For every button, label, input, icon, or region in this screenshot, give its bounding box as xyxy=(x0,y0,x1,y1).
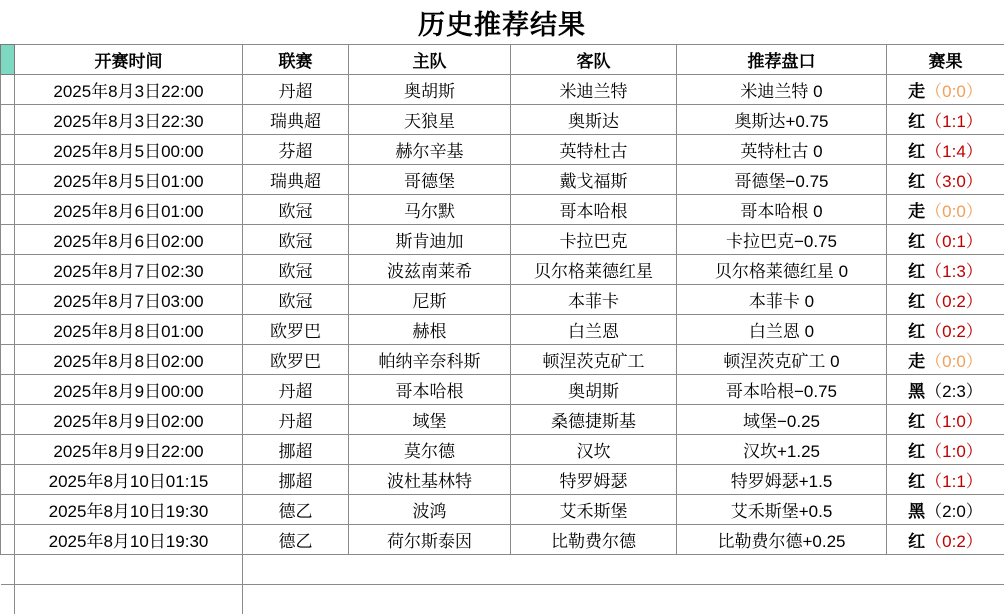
cell-away-team: 白兰恩 xyxy=(511,315,677,345)
result-label: 红 xyxy=(908,472,925,491)
cell-time: 2025年8月7日02:30 xyxy=(15,255,243,285)
cell-away-team: 比勒费尔德 xyxy=(511,525,677,555)
cell-home-team: 域堡 xyxy=(349,405,511,435)
row-gutter-cell xyxy=(1,555,15,585)
table-row xyxy=(1,315,1004,345)
cell-pick: 汉坎+1.25 xyxy=(677,435,887,465)
table-row xyxy=(1,75,1004,105)
empty-row xyxy=(1,585,1004,614)
cell-pick: 英特杜古 0 xyxy=(677,135,887,165)
cell-pick: 米迪兰特 0 xyxy=(677,75,887,105)
cell-time: 2025年8月9日00:00 xyxy=(15,375,243,405)
empty-cell xyxy=(887,555,1004,585)
table-row xyxy=(1,195,1004,225)
table-row xyxy=(1,465,1004,495)
empty-cell xyxy=(511,555,677,585)
empty-cell xyxy=(349,555,511,585)
cell-away-team: 戴戈福斯 xyxy=(511,165,677,195)
result-label: 黑 xyxy=(908,382,925,401)
cell-league: 丹超 xyxy=(243,405,349,435)
result-label: 黑 xyxy=(908,502,925,521)
cell-home-team: 莫尔德 xyxy=(349,435,511,465)
cell-time: 2025年8月9日02:00 xyxy=(15,405,243,435)
cell-time: 2025年8月5日01:00 xyxy=(15,165,243,195)
cell-away-team: 桑德捷斯基 xyxy=(511,405,677,435)
cell-time: 2025年8月8日02:00 xyxy=(15,345,243,375)
result-score: （1:0） xyxy=(925,442,983,461)
cell-result xyxy=(887,135,1004,165)
row-gutter-cell xyxy=(1,435,15,465)
cell-league: 欧冠 xyxy=(243,255,349,285)
row-gutter-cell xyxy=(1,255,15,285)
result-score: （1:1） xyxy=(925,112,983,131)
cell-away-team: 汉坎 xyxy=(511,435,677,465)
result-score: （0:1） xyxy=(925,232,983,251)
empty-row xyxy=(1,555,1004,585)
cell-away-team: 奥斯达 xyxy=(511,105,677,135)
column-header-result: 赛果 xyxy=(887,45,1004,75)
table-row xyxy=(1,285,1004,315)
cell-result xyxy=(887,435,1004,465)
row-gutter-cell xyxy=(1,405,15,435)
cell-away-team: 哥本哈根 xyxy=(511,195,677,225)
cell-home-team: 马尔默 xyxy=(349,195,511,225)
row-gutter-cell xyxy=(1,105,15,135)
result-score: （3:0） xyxy=(925,172,983,191)
empty-cell xyxy=(677,585,887,614)
result-label: 红 xyxy=(908,322,925,341)
result-label: 红 xyxy=(908,172,925,191)
cell-home-team: 荷尔斯泰因 xyxy=(349,525,511,555)
cell-home-team: 波兹南莱希 xyxy=(349,255,511,285)
cell-pick: 顿涅茨克矿工 0 xyxy=(677,345,887,375)
cell-pick: 特罗姆瑟+1.5 xyxy=(677,465,887,495)
cell-result xyxy=(887,465,1004,495)
column-header-pick: 推荐盘口 xyxy=(677,45,887,75)
cell-away-team: 卡拉巴克 xyxy=(511,225,677,255)
empty-cell xyxy=(511,585,677,614)
result-score: （0:0） xyxy=(925,82,983,101)
cell-result xyxy=(887,315,1004,345)
cell-result xyxy=(887,495,1004,525)
empty-cell xyxy=(349,585,511,614)
cell-league: 丹超 xyxy=(243,375,349,405)
cell-time: 2025年8月9日22:00 xyxy=(15,435,243,465)
table-header xyxy=(1,45,1004,75)
result-score: （2:0） xyxy=(925,502,983,521)
cell-league: 欧罗巴 xyxy=(243,315,349,345)
cell-league: 欧冠 xyxy=(243,225,349,255)
cell-pick: 白兰恩 0 xyxy=(677,315,887,345)
result-label: 红 xyxy=(908,442,925,461)
result-score: （0:2） xyxy=(925,292,983,311)
cell-league: 丹超 xyxy=(243,75,349,105)
cell-result xyxy=(887,525,1004,555)
cell-pick: 本菲卡 0 xyxy=(677,285,887,315)
cell-home-team: 尼斯 xyxy=(349,285,511,315)
cell-home-team: 天狼星 xyxy=(349,105,511,135)
cell-home-team: 哥本哈根 xyxy=(349,375,511,405)
table-row xyxy=(1,345,1004,375)
row-gutter-cell xyxy=(1,585,15,614)
cell-away-team: 贝尔格莱德红星 xyxy=(511,255,677,285)
cell-time: 2025年8月6日02:00 xyxy=(15,225,243,255)
results-table xyxy=(0,44,1004,614)
cell-result xyxy=(887,345,1004,375)
row-gutter-cell xyxy=(1,375,15,405)
cell-away-team: 艾禾斯堡 xyxy=(511,495,677,525)
cell-home-team: 波鸿 xyxy=(349,495,511,525)
cell-away-team: 米迪兰特 xyxy=(511,75,677,105)
cell-pick: 哥本哈根−0.75 xyxy=(677,375,887,405)
table-row xyxy=(1,225,1004,255)
cell-time: 2025年8月5日00:00 xyxy=(15,135,243,165)
result-score: （1:4） xyxy=(925,142,983,161)
row-gutter-cell xyxy=(1,525,15,555)
row-gutter-cell xyxy=(1,345,15,375)
cell-result xyxy=(887,165,1004,195)
cell-result xyxy=(887,195,1004,225)
cell-home-team: 哥德堡 xyxy=(349,165,511,195)
cell-result xyxy=(887,285,1004,315)
empty-cell xyxy=(677,555,887,585)
row-gutter-header xyxy=(1,45,15,75)
result-label: 走 xyxy=(908,82,925,101)
empty-cell xyxy=(243,585,349,614)
cell-league: 芬超 xyxy=(243,135,349,165)
cell-time: 2025年8月3日22:30 xyxy=(15,105,243,135)
cell-league: 瑞典超 xyxy=(243,165,349,195)
empty-cell xyxy=(243,555,349,585)
result-label: 红 xyxy=(908,292,925,311)
cell-pick: 比勒费尔德+0.25 xyxy=(677,525,887,555)
result-score: （0:0） xyxy=(925,202,983,221)
row-gutter-cell xyxy=(1,75,15,105)
table-row xyxy=(1,435,1004,465)
cell-pick: 哥本哈根 0 xyxy=(677,195,887,225)
row-gutter-cell xyxy=(1,465,15,495)
cell-league: 欧冠 xyxy=(243,285,349,315)
table-header-row xyxy=(1,45,1004,75)
table-row xyxy=(1,495,1004,525)
cell-away-team: 奥胡斯 xyxy=(511,375,677,405)
cell-league: 挪超 xyxy=(243,435,349,465)
result-score: （1:0） xyxy=(925,412,983,431)
cell-pick: 奥斯达+0.75 xyxy=(677,105,887,135)
table-row xyxy=(1,165,1004,195)
cell-league: 瑞典超 xyxy=(243,105,349,135)
cell-result xyxy=(887,375,1004,405)
row-gutter-cell xyxy=(1,165,15,195)
cell-time: 2025年8月10日01:15 xyxy=(15,465,243,495)
result-label: 红 xyxy=(908,532,925,551)
cell-home-team: 赫根 xyxy=(349,315,511,345)
title-bar xyxy=(0,0,1004,44)
table-row xyxy=(1,105,1004,135)
cell-result xyxy=(887,405,1004,435)
cell-league: 德乙 xyxy=(243,525,349,555)
cell-pick: 哥德堡−0.75 xyxy=(677,165,887,195)
cell-pick: 贝尔格莱德红星 0 xyxy=(677,255,887,285)
cell-result xyxy=(887,105,1004,135)
column-header-league: 联赛 xyxy=(243,45,349,75)
result-score: （1:1） xyxy=(925,472,983,491)
cell-result xyxy=(887,75,1004,105)
cell-league: 欧罗巴 xyxy=(243,345,349,375)
result-label: 走 xyxy=(908,202,925,221)
result-label: 红 xyxy=(908,412,925,431)
page-title: 历史推荐结果 xyxy=(418,3,586,42)
result-label: 红 xyxy=(908,232,925,251)
table-body xyxy=(1,75,1004,614)
cell-home-team: 奥胡斯 xyxy=(349,75,511,105)
cell-away-team: 特罗姆瑟 xyxy=(511,465,677,495)
cell-pick: 艾禾斯堡+0.5 xyxy=(677,495,887,525)
row-gutter-cell xyxy=(1,225,15,255)
column-header-away: 客队 xyxy=(511,45,677,75)
cell-result xyxy=(887,225,1004,255)
row-gutter-cell xyxy=(1,285,15,315)
result-label: 红 xyxy=(908,262,925,281)
empty-cell xyxy=(15,585,243,614)
result-score: （0:2） xyxy=(925,322,983,341)
row-gutter-cell xyxy=(1,135,15,165)
cell-time: 2025年8月6日01:00 xyxy=(15,195,243,225)
cell-home-team: 帕纳辛奈科斯 xyxy=(349,345,511,375)
empty-cell xyxy=(15,555,243,585)
result-score: （0:2） xyxy=(925,532,983,551)
row-gutter-cell xyxy=(1,195,15,225)
table-row xyxy=(1,405,1004,435)
row-gutter-cell xyxy=(1,315,15,345)
column-header-time: 开赛时间 xyxy=(15,45,243,75)
table-row xyxy=(1,375,1004,405)
row-gutter-cell xyxy=(1,495,15,525)
cell-time: 2025年8月8日01:00 xyxy=(15,315,243,345)
cell-time: 2025年8月10日19:30 xyxy=(15,525,243,555)
cell-league: 德乙 xyxy=(243,495,349,525)
result-label: 走 xyxy=(908,352,925,371)
cell-time: 2025年8月10日19:30 xyxy=(15,495,243,525)
table-row xyxy=(1,135,1004,165)
table-row xyxy=(1,255,1004,285)
result-score: （0:0） xyxy=(925,352,983,371)
result-score: （1:3） xyxy=(925,262,983,281)
cell-league: 挪超 xyxy=(243,465,349,495)
result-score: （2:3） xyxy=(925,382,983,401)
cell-pick: 域堡−0.25 xyxy=(677,405,887,435)
result-label: 红 xyxy=(908,112,925,131)
cell-home-team: 波杜基林特 xyxy=(349,465,511,495)
cell-away-team: 英特杜古 xyxy=(511,135,677,165)
table-row xyxy=(1,525,1004,555)
cell-pick: 卡拉巴克−0.75 xyxy=(677,225,887,255)
cell-time: 2025年8月3日22:00 xyxy=(15,75,243,105)
cell-away-team: 本菲卡 xyxy=(511,285,677,315)
column-header-home: 主队 xyxy=(349,45,511,75)
empty-cell xyxy=(887,585,1004,614)
cell-league: 欧冠 xyxy=(243,195,349,225)
result-label: 红 xyxy=(908,142,925,161)
cell-home-team: 斯肯迪加 xyxy=(349,225,511,255)
cell-away-team: 顿涅茨克矿工 xyxy=(511,345,677,375)
cell-time: 2025年8月7日03:00 xyxy=(15,285,243,315)
cell-result xyxy=(887,255,1004,285)
cell-home-team: 赫尔辛基 xyxy=(349,135,511,165)
